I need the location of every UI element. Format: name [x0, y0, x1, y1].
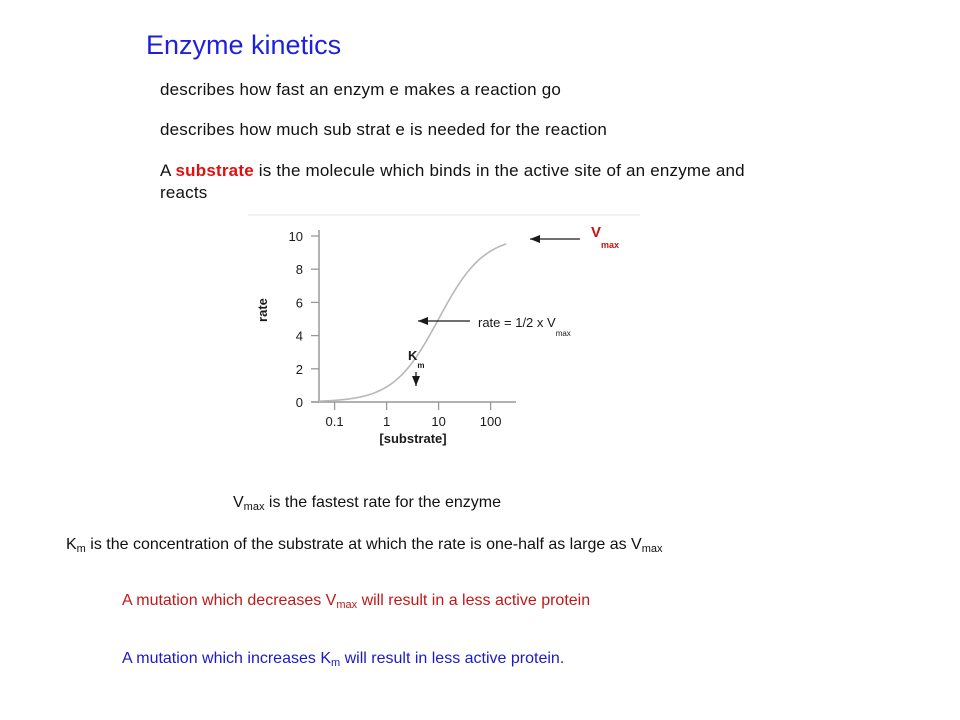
- substrate-definition: [160, 160, 780, 204]
- mutation-vmax-text-a: A mutation which decreases V: [122, 592, 337, 609]
- vmax-label-sub: max: [601, 240, 620, 250]
- mutation-km-sub: m: [331, 657, 341, 669]
- x-axis-label: [substrate]: [379, 431, 447, 446]
- vmax-note: [233, 494, 501, 512]
- description-substrate-amount: describes how much sub strat e is needed for the reaction: [160, 120, 608, 139]
- km-note-vmax-sub: max: [641, 543, 663, 555]
- y-tick-label: 0: [295, 395, 303, 410]
- y-axis-label: rate: [255, 298, 270, 322]
- y-tick-label: 6: [295, 295, 303, 311]
- km-note-sub: m: [76, 543, 86, 555]
- km-note-text: is the concentration of the substrate at which the rate is one-half as large as V: [85, 536, 642, 553]
- half-rate-label: [478, 315, 571, 338]
- x-tick-label: 0.1: [325, 414, 344, 429]
- km-label: [408, 348, 425, 370]
- substrate-prefix: A: [160, 161, 176, 180]
- substrate-keyword: substrate: [175, 161, 254, 180]
- mutation-vmax-text-b: will result in a less active protein: [357, 592, 591, 609]
- half-rate-label-main: rate = 1/2 x V: [478, 315, 556, 330]
- km-label-main: K: [408, 348, 418, 363]
- x-tick-label: 10: [431, 414, 446, 429]
- mutation-km-note: [122, 650, 564, 668]
- y-tick-label: 4: [295, 328, 303, 344]
- x-tick-label: 100: [479, 414, 502, 429]
- vmax-arrow: [530, 235, 580, 243]
- mutation-km-text-b: will result in less active protein.: [340, 650, 565, 667]
- half-rate-arrow: [418, 317, 470, 325]
- half-rate-label-sub: max: [555, 329, 571, 338]
- vmax-label: [591, 224, 619, 250]
- km-label-sub: m: [417, 361, 425, 370]
- kinetics-chart-svg: [248, 214, 640, 466]
- mutation-vmax-note: [122, 592, 590, 610]
- page-title: Enzyme kinetics: [146, 30, 342, 60]
- half-rate-arrow-head: [418, 317, 428, 325]
- description-speed: describes how fast an enzym e makes a reaction go: [160, 80, 561, 99]
- vmax-label-main: V: [591, 224, 602, 241]
- mutation-km-text-a: A mutation which increases K: [122, 650, 331, 667]
- kinetics-chart: [248, 214, 640, 466]
- vmax-note-text: is the fastest rate for the enzyme: [264, 494, 502, 511]
- substrate-definition-text: is the molecule which binds in the active site of an enzyme and reacts: [160, 161, 745, 202]
- km-note-symbol: K: [66, 536, 77, 553]
- vmax-note-symbol: V: [233, 494, 244, 511]
- y-tick-label: 10: [288, 229, 303, 244]
- y-tick-label: 2: [295, 361, 303, 377]
- mutation-vmax-sub: max: [336, 599, 358, 611]
- km-arrow-head: [412, 376, 420, 386]
- km-note: [66, 536, 663, 554]
- x-tick-label: 1: [382, 414, 391, 429]
- km-arrow: [412, 372, 420, 386]
- y-tick-label: 8: [295, 262, 303, 278]
- vmax-arrow-head: [530, 235, 540, 243]
- vmax-note-sub: max: [243, 501, 265, 513]
